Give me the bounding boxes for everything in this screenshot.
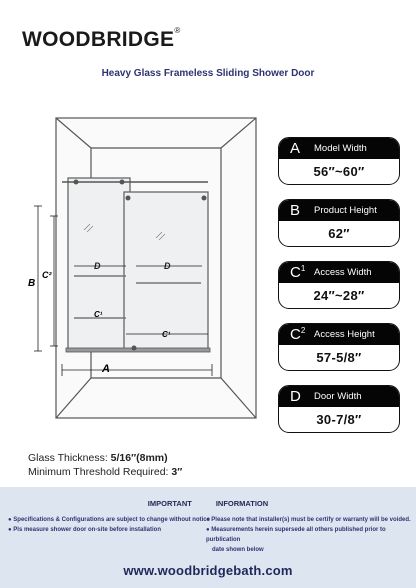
dim-c2-label: C² <box>42 270 52 280</box>
spec-letter: D <box>290 388 301 405</box>
spec-value: 24″~28″ <box>313 288 365 303</box>
spec-box-door-width <box>278 385 400 433</box>
info-heading: IMPORTANT INFORMATION <box>147 499 269 508</box>
spec-letter: A <box>290 140 301 157</box>
product-subtitle: Heavy Glass Frameless Sliding Shower Door <box>101 68 315 79</box>
spec-header <box>279 138 399 159</box>
spec-label: Access Height <box>314 329 375 340</box>
spec-value: 57-5/8″ <box>316 350 362 365</box>
spec-box-access-height <box>278 323 400 371</box>
spec-label: Model Width <box>314 143 367 154</box>
spec-value: 30-7/8″ <box>316 412 362 427</box>
dim-b-label: B <box>28 278 36 289</box>
spec-header <box>279 386 399 407</box>
website-link[interactable]: www.woodbridgebath.com <box>123 563 293 578</box>
glass-thickness: Glass Thickness: 5/16″(8mm) <box>28 452 168 464</box>
spec-box-product-height <box>278 199 400 247</box>
notes-left: ● Specifications & Configurations are subject to change without notice ● Pls measure shower door on-site before installation <box>8 517 210 533</box>
spec-value: 62″ <box>328 226 350 241</box>
spec-box-model-width <box>278 137 400 185</box>
notes-right: ● Please note that installer(s) must be certify or warranty will be voided. ● Measurements herein supersede all others published prior to purblication date shown below <box>206 517 411 553</box>
dim-c1-upper-label: C¹ <box>94 310 103 319</box>
dim-c1-label: C¹ <box>162 330 171 339</box>
dim-d-left-label: D <box>94 261 101 271</box>
glass-panels <box>68 178 208 350</box>
bottom-track <box>66 348 210 352</box>
spec-label: Door Width <box>314 391 362 402</box>
spec-box-access-width <box>278 261 400 309</box>
spec-letter: $C^1$ <box>290 264 306 281</box>
spec-letter: $C^2$ <box>290 326 306 343</box>
spec-label: Product Height <box>314 205 377 216</box>
spec-header <box>279 200 399 221</box>
brand-logo: WOODBRIDGE® <box>22 26 181 51</box>
shower-door-diagram <box>26 108 266 428</box>
dim-a-label: A <box>102 363 110 375</box>
spec-label: Access Width <box>314 267 372 278</box>
spec-header <box>279 324 399 345</box>
spec-letter: B <box>290 202 301 219</box>
dim-d-right-label: D <box>164 261 171 271</box>
spec-header <box>279 262 399 283</box>
minimum-threshold: Minimum Threshold Required: 3″ <box>28 466 183 478</box>
spec-value: 56″~60″ <box>313 164 365 179</box>
